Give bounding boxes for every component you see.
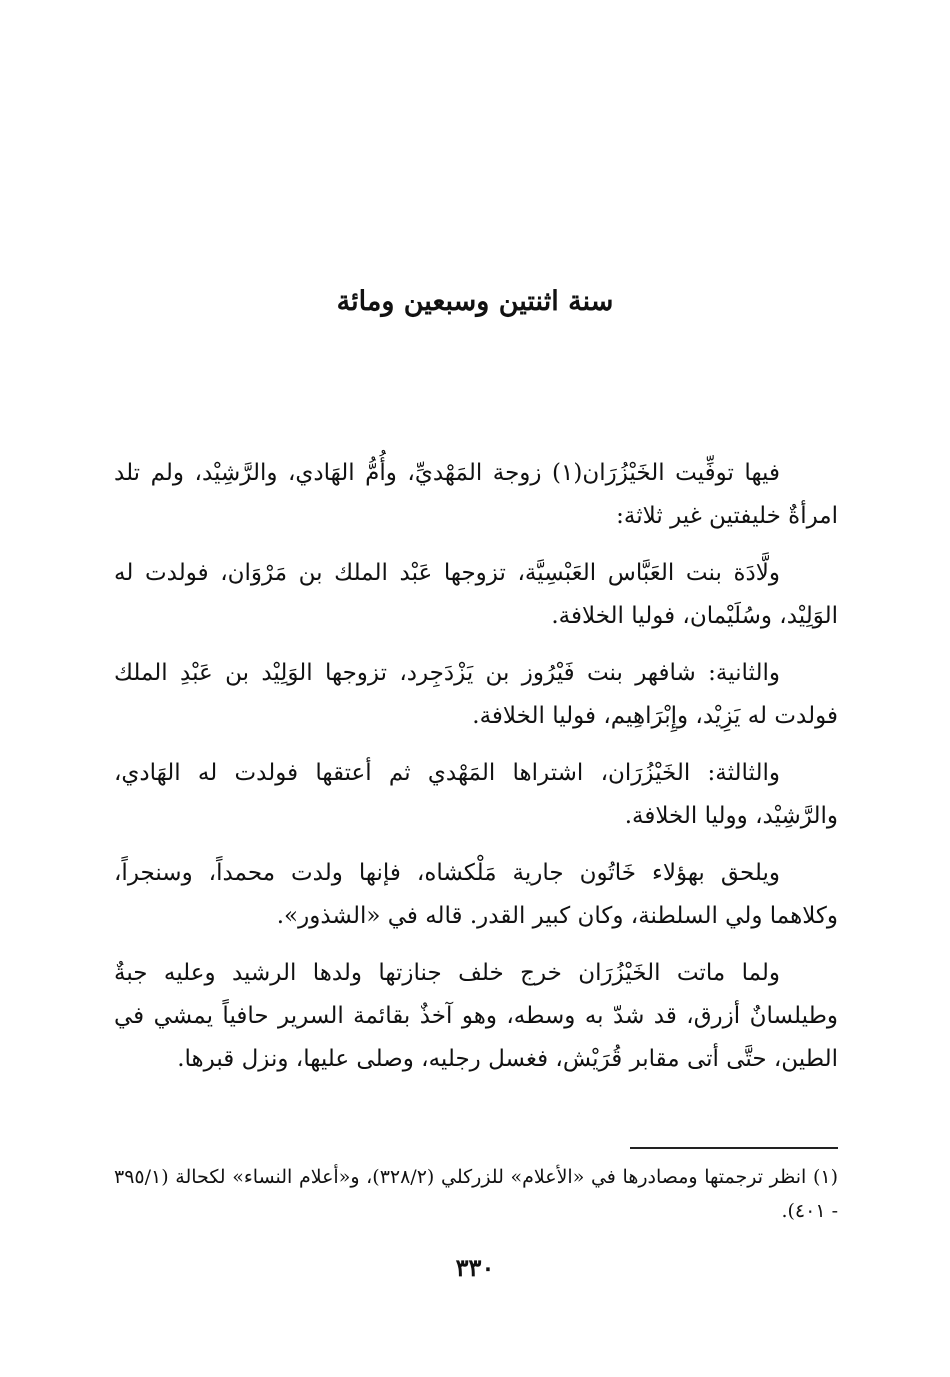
paragraph-6: ولما ماتت الخَيْزُرَان خرج خلف جنازتها ولدها الرشيد وعليه جبةٌ وطيلسانٌ أزرق، قد شدّ به وسطه، وهو آخذٌ بقائمة السرير حافياً يمشي في الطين، حتَّى أتى مقابر قُرَيْش، فغسل رجليه، وصلى عليها، ونزل قبرها. xyxy=(114,960,838,1072)
paragraph-1: فيها توفِّيت الخَيْزُرَان(١) زوجة المَهْديِّ، وأُمُّ الهَادي، والرَّشِيْد، ولم تلد امرأةٌ خليفتين غير ثلاثة: xyxy=(114,460,838,529)
paragraph-3: والثانية: شافهر بنت فَيْرُوز بن يَزْدَجِرد، تزوجها الوَلِيْد بن عَبْدِ الملك فولدت له يَزِيْد، وإِبْرَاهِيم، فوليا الخلافة. xyxy=(114,660,838,729)
page-number: ٣٣٠ xyxy=(455,1253,495,1282)
paragraph-4: والثالثة: الخَيْزُرَان، اشتراها المَهْدي ثم أعتقها فولدت له الهَادي، والرَّشِيْد، ووليا الخلافة. xyxy=(114,760,838,829)
paragraph-5: ويلحق بهؤلاء خَاتُون جارية مَلْكشاه، فإنها ولدت محمداً، وسنجراً، وكلاهما ولي السلطنة، وكان كبير القدر. قاله في «الشذور». xyxy=(114,860,838,929)
footnote-divider xyxy=(630,1147,838,1149)
main-text xyxy=(114,452,838,1095)
footnote: (١) انظر ترجمتها ومصادرها في «الأعلام» للزركلي (٣٢٨/٢)، و«أعلام النساء» لكحالة (٣٩٥/١ - ٤٠١). xyxy=(114,1166,838,1222)
chapter-title: سنة اثنتين وسبعين ومائة xyxy=(336,286,614,317)
paragraph-2: ولَّادَة بنت العَبَّاس العَبْسِيَّة، تزوجها عَبْد الملك بن مَرْوَان، فولدت له الوَلِيْد، وسُلَيْمان، فوليا الخلافة. xyxy=(114,560,838,629)
